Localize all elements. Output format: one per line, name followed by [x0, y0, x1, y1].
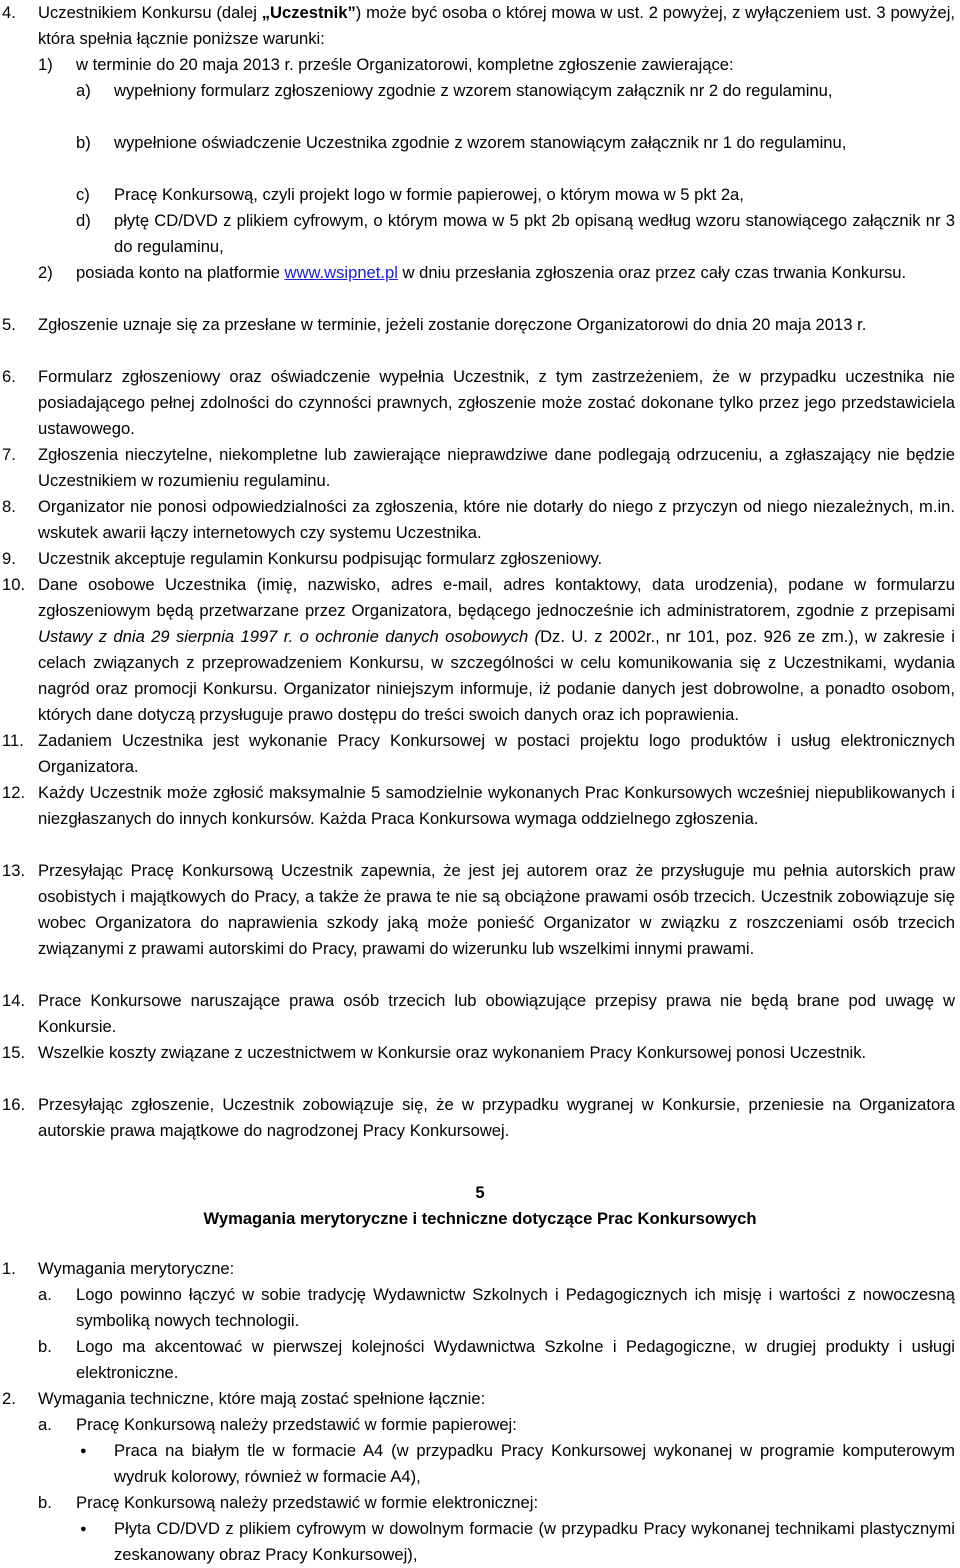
list-item-12: 12. Każdy Uczestnik może zgłosić maksymalnie 5 samodzielnie wykonanych Prac Konkursowych wcześniej niepublikowanych i niezgłaszanych do innych konkursów. Każda Praca Konkursowa wymaga oddzielnego zgłoszenia. — [2, 783, 955, 828]
condition-2: 2) posiada konto na platformie www.wsipnet.pl w dniu przesłania zgłoszenia oraz przez cały czas trwania Konkursu. — [38, 263, 907, 282]
requirement-1: 1. Wymagania merytoryczne: — [2, 1259, 235, 1278]
requirement-1b: b. Logo ma akcentować w pierwszej kolejności Wydawnictwa Szkolne i Pedagogiczne, w drugiej produkty i usługi elektroniczne. — [38, 1337, 955, 1382]
list-item-16: 16. Przesyłając zgłoszenie, Uczestnik zobowiązuje się, że w przypadku wygranej w Konkursie, przeniesie na Organizatora autorskie prawa majątkowe do nagrodzonej Pracy Konkursowej. — [2, 1095, 955, 1140]
list-item-15: 15. Wszelkie koszty związane z uczestnictwem w Konkursie oraz wykonaniem Pracy Konkursowej ponosi Uczestnik. — [2, 1043, 867, 1062]
condition-1: 1) w terminie do 20 maja 2013 r. prześle Organizatorowi, kompletne zgłoszenie zawierające: — [38, 55, 734, 74]
list-item-13: 13. Przesyłając Pracę Konkursową Uczestnik zapewnia, że jest jej autorem oraz że przysługuje mu pełnia autorskich praw osobistych i majątkowych do Pracy, a także że prawa te nie są obciążone prawami osób trzecich. Uczestnik zobowiązuje się wobec Organizatora do naprawienia szkody jaką może ponieść Organizator w związku z roszczeniami osób trzecich związanymi z prawami autorskimi do Pracy, prawami do wizerunku lub wszelkimi innymi prawami. — [2, 861, 955, 958]
defined-term: „Uczestnik” — [261, 3, 356, 22]
list-item-11: 11. Zadaniem Uczestnika jest wykonanie Pracy Konkursowej w postaci projektu logo produktów i usług elektronicznych Organizatora. — [2, 731, 955, 776]
list-item-8: 8. Organizator nie ponosi odpowiedzialności za zgłoszenia, które nie dotarły do niego z przyczyn od niego niezależnych, m.in. wskutek awarii łączy internetowych czy systemu Uczestnika. — [2, 497, 955, 542]
subitem-c: c) Pracę Konkursową, czyli projekt logo w formie papierowej, o którym mowa w 5 pkt 2a, — [76, 185, 744, 204]
item-number: 4. — [2, 3, 16, 22]
subitem-b: b) wypełnione oświadczenie Uczestnika zgodnie z wzorem stanowiącym załącznik nr 1 do regulaminu, — [76, 133, 847, 152]
platform-link[interactable]: www.wsipnet.pl — [284, 263, 398, 282]
item-text: Uczestnikiem Konkursu (dalej „Uczestnik”) może być osoba o której mowa w ust. 2 powyżej, z wyłączeniem ust. 3 powyżej, która spełnia łącznie poniższe warunki: — [38, 3, 955, 48]
requirement-2b: b. Pracę Konkursową należy przedstawić w formie elektronicznej: — [38, 1493, 539, 1512]
bullet-icon: ● — [80, 1523, 87, 1535]
list-item-5: 5. Zgłoszenie uznaje się za przesłane w terminie, jeżeli zostanie doręczone Organizatorowi do dnia 20 maja 2013 r. — [2, 315, 867, 334]
bullet-item: ● Płyta CD/DVD z plikiem cyfrowym w dowolnym formacie (w przypadku Pracy wykonanej technikami plastycznymi zeskanowany obraz Pracy Konkursowej), — [0, 1516, 960, 1568]
list-item-6: 6. Formularz zgłoszeniowy oraz oświadczenie wypełnia Uczestnik, z tym zastrzeżeniem, że w przypadku uczestnika nie posiadającego pełnej zdolności do czynności prawnych, zgłoszenie może zostać dokonane tylko przez jego przedstawiciela ustawowego. — [2, 367, 955, 438]
requirement-2: 2. Wymagania techniczne, które mają zostać spełnione łącznie: — [2, 1389, 486, 1408]
bullet-item: ● Praca na białym tle w formacie A4 (w przypadku Pracy Konkursowej wykonanej w programie komputerowym wydruk kolorowy, również w formacie A4), — [0, 1438, 960, 1490]
list-item-9: 9. Uczestnik akceptuje regulamin Konkursu podpisując formularz zgłoszeniowy. — [2, 549, 603, 568]
requirement-1a: a. Logo powinno łączyć w sobie tradycję Wydawnictw Szkolnych i Pedagogicznych ich misję i wartości z nowoczesną symboliką nowych technologii. — [38, 1285, 955, 1330]
requirement-2a: a. Pracę Konkursową należy przedstawić w formie papierowej: — [38, 1415, 517, 1434]
subitem-a: a) wypełniony formularz zgłoszeniowy zgodnie z wzorem stanowiącym załącznik nr 2 do regulaminu, — [76, 81, 833, 100]
subitem-d: d) płytę CD/DVD z plikiem cyfrowym, o którym mowa w 5 pkt 2b opisaną według wzoru stanowiącego załącznik nr 3 do regulaminu, — [76, 211, 955, 256]
bullet-icon: ● — [80, 1445, 87, 1457]
list-item-14: 14. Prace Konkursowe naruszające prawa osób trzecich lub obowiązujące przepisy prawa nie będą brane pod uwagę w Konkursie. — [2, 991, 955, 1036]
list-item-4 — [0, 0, 960, 52]
list-item-7: 7. Zgłoszenia nieczytelne, niekompletne lub zawierające nieprawdziwe dane podlegają odrzuceniu, a zgłaszający nie będzie Uczestnikiem w rozumieniu regulaminu. — [2, 445, 955, 490]
law-citation: Ustawy z dnia 29 sierpnia 1997 r. o ochronie danych osobowych ( — [38, 627, 541, 646]
list-item-10: 10. Dane osobowe Uczestnika (imię, nazwisko, adres e-mail, adres kontaktowy, data urodzenia), podane w formularzu zgłoszeniowym będą przetwarzane przez Organizatora, będącego jednocześnie ich administratorem, zgodnie z przepisami Ustawy z dnia 29 sierpnia 1997 r. o ochronie danych osobowych (Dz. U. z 2002r., nr 101, poz. 926 ze zm.), w zakresie i celach związanych z przeprowadzeniem Konkursu, w szczególności w celu komunikowania się z Uczestnikami, wydania nagród oraz promocji Konkursu. Organizator niniejszym informuje, iż podanie danych jest dobrowolne, a ponadto osobom, których dane dotyczą przysługuje prawo dostępu do treści swoich danych oraz ich poprawienia. — [2, 575, 955, 724]
section-title: Wymagania merytoryczne i techniczne dotyczące Prac Konkursowych — [203, 1209, 757, 1228]
section-number: 5 — [475, 1183, 485, 1202]
